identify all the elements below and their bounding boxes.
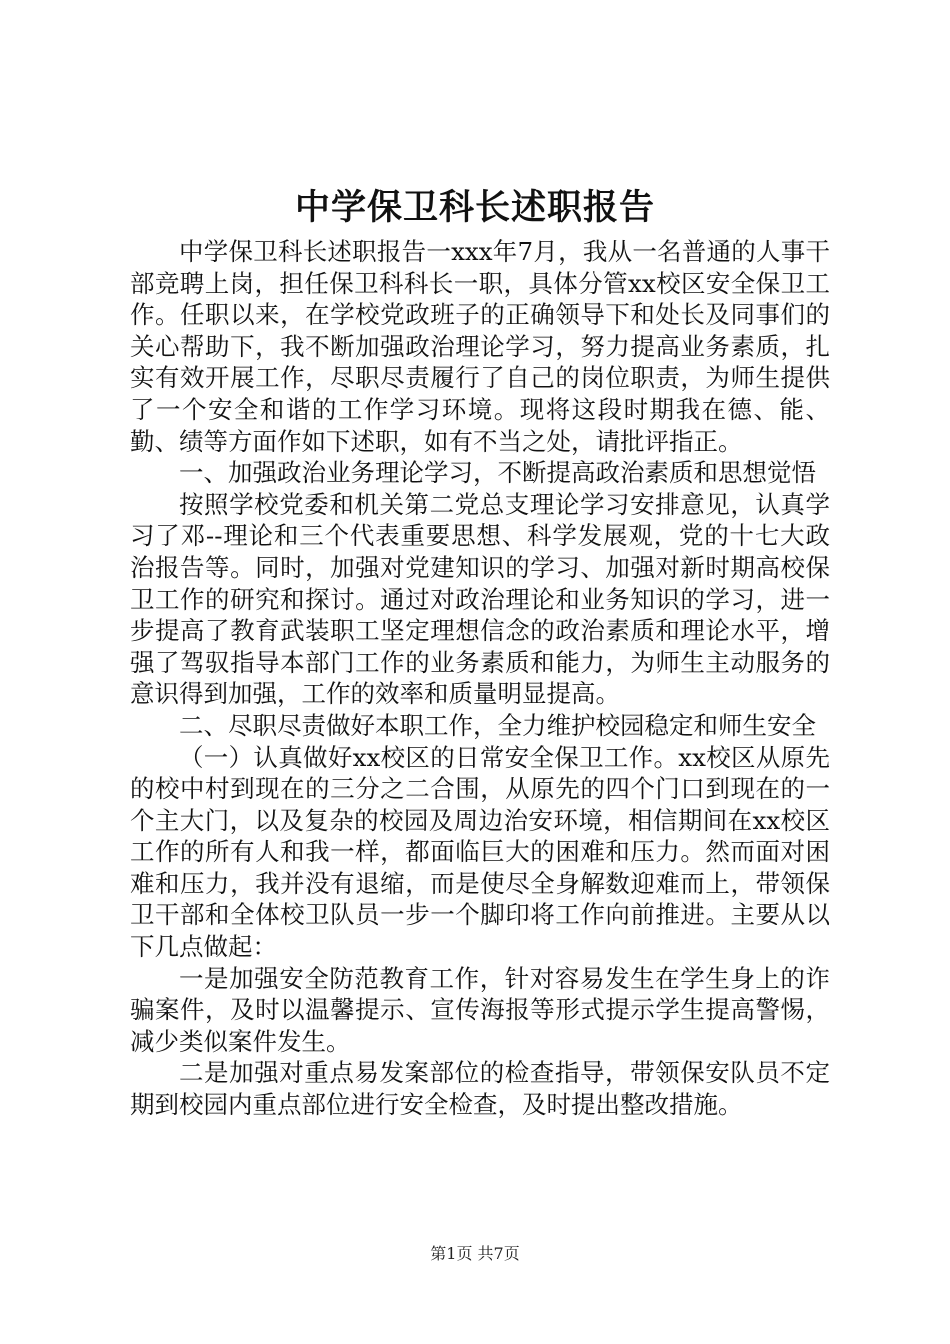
document-body xyxy=(130,236,830,1121)
paragraph-intro: 中学保卫科长述职报告一xxx年7月，我从一名普通的人事干部竞聘上岗，担任保卫科科长一职，具体分管xx校区安全保卫工作。任职以来，在学校党政班子的正确领导下和处长及同事们的关心帮助下，我不断加强政治理论学习，努力提高业务素质，扎实有效开展工作，尽职尽责履行了自己的岗位职责，为师生提供了一个安全和谐的工作学习环境。现将这段时期我在德、能、勤、绩等方面作如下述职，如有不当之处，请批评指正。 xyxy=(130,237,830,456)
document-title: 中学保卫科长述职报告 xyxy=(294,187,655,228)
paragraph-point-one: 一是加强安全防范教育工作，针对容易发生在学生身上的诈骗案件，及时以温馨提示、宣传海报等形式提示学生提高警惕，减少类似案件发生。 xyxy=(130,963,830,1056)
paragraph-point-two: 二是加强对重点易发案部位的检查指导，带领保安队员不定期到校园内重点部位进行安全检查，及时提出整改措施。 xyxy=(130,1058,830,1120)
page-number-footer: 第1页 共7页 xyxy=(430,1244,520,1263)
section-heading-1: 一、加强政治业务理论学习，不断提高政治素质和思想觉悟 xyxy=(179,458,816,488)
paragraph-theory-study: 按照学校党委和机关第二党总支理论学习安排意见，认真学习了邓--理论和三个代表重要思想、科学发展观，党的十七大政治报告等。同时，加强对党建知识的学习、加强对新时期高校保卫工作的研究和探讨。通过对政治理论和业务知识的学习，进一步提高了教育武装职工坚定理想信念的政治素质和理论水平，增强了驾驭指导本部门工作的业务素质和能力，为师生主动服务的意识得到加强，工作的效率和质量明显提高。 xyxy=(130,489,830,709)
section-heading-2: 二、尽职尽责做好本职工作，全力维护校园稳定和师生安全 xyxy=(179,710,816,740)
paragraph-daily-security: （一）认真做好xx校区的日常安全保卫工作。xx校区从原先的校中村到现在的三分之二合围，从原先的四个门口到现在的一个主大门，以及复杂的校园及周边治安环境，相信期间在xx校区工作的所有人和我一样，都面临巨大的困难和压力。然而面对困难和压力，我并没有退缩，而是使尽全身解数迎难而上，带领保卫干部和全体校卫队员一步一个脚印将工作向前推进。主要从以下几点做起： xyxy=(130,742,830,962)
